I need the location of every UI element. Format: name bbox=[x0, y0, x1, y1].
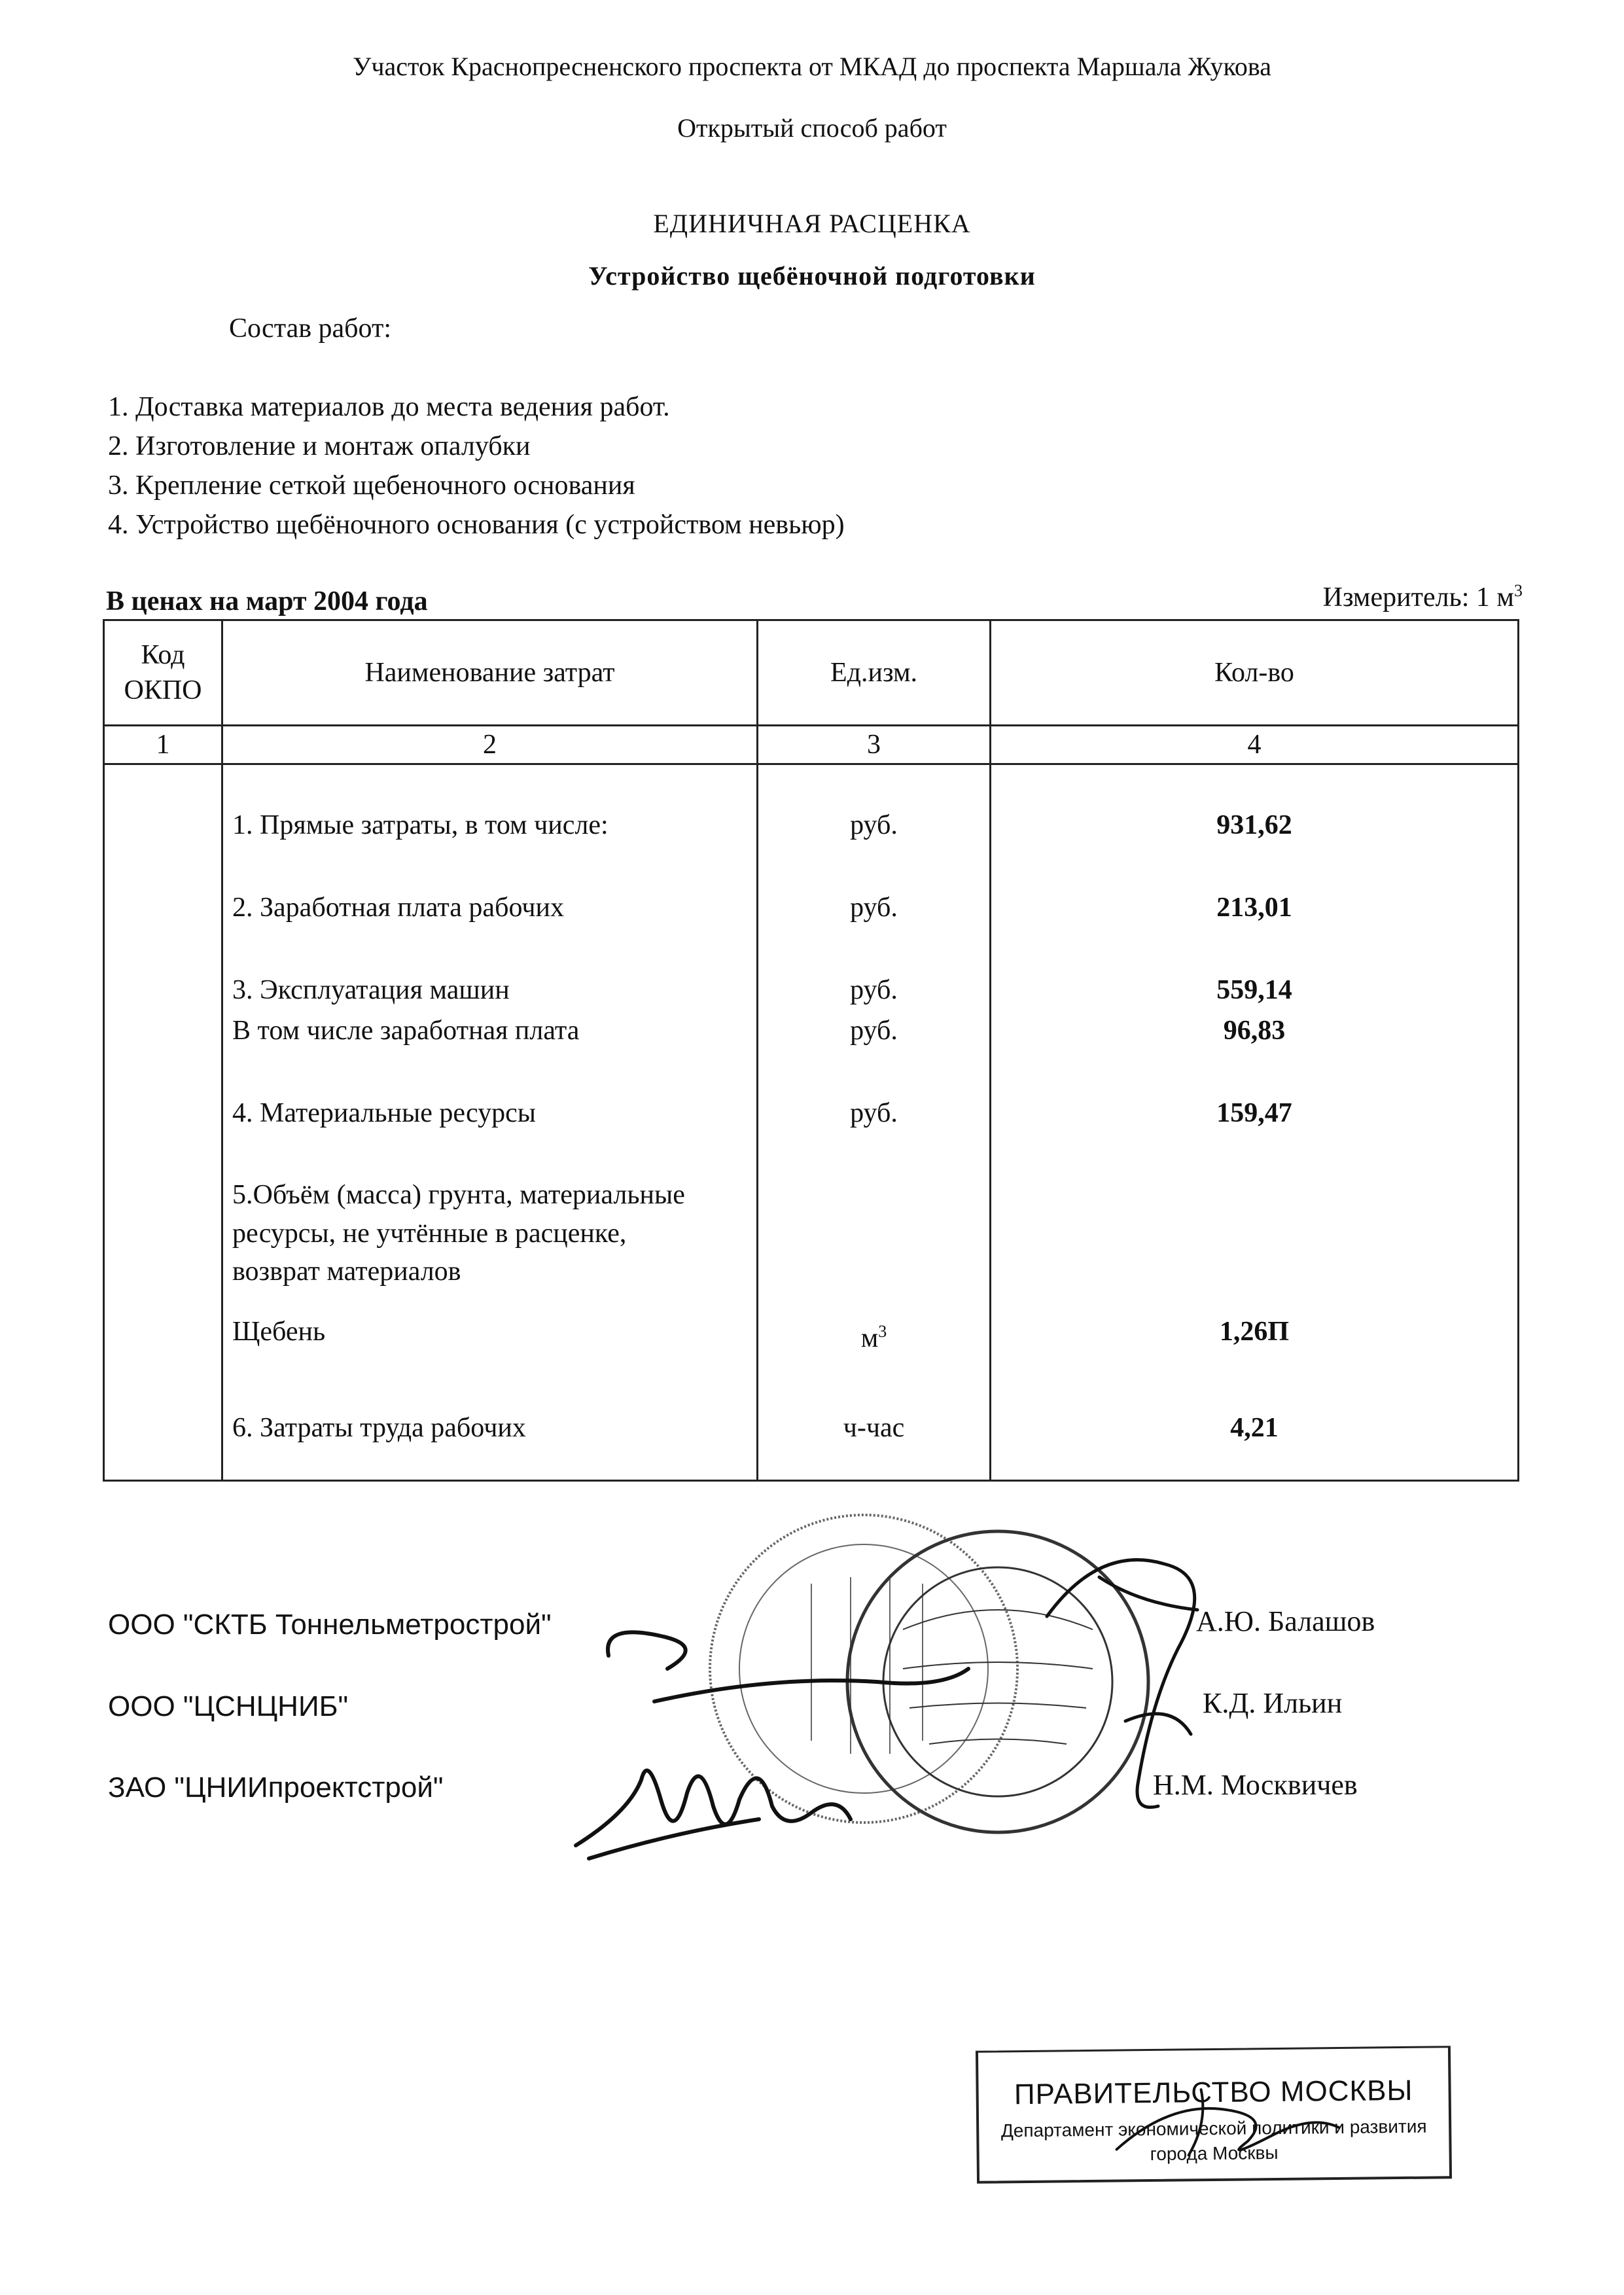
works-item: 4. Устройство щебёночного основания (с устройством невьюр) bbox=[108, 510, 845, 540]
works-item: 3. Крепление сеткой щебеночного основания bbox=[108, 471, 635, 501]
row-unit: ч-час bbox=[843, 1413, 905, 1443]
row-unit: руб. bbox=[850, 893, 898, 923]
row-name: 3. Эксплуатация машин bbox=[232, 975, 510, 1005]
measure-label: Измеритель: 1 м bbox=[1322, 582, 1514, 613]
row-unit bbox=[758, 1313, 989, 1357]
row-unit: руб. bbox=[850, 975, 898, 1005]
row-value: 4,21 bbox=[1230, 1413, 1279, 1443]
gov-stamp-line3: города Москвы bbox=[1150, 2142, 1279, 2165]
header-code-line2: ОКПО bbox=[124, 675, 202, 705]
row-name: Щебень bbox=[232, 1317, 326, 1347]
row-value: 559,14 bbox=[1216, 975, 1292, 1005]
works-item: 2. Изготовление и монтаж опалубки bbox=[108, 431, 531, 461]
unit-cell bbox=[758, 764, 991, 1481]
row-value: 1,26П bbox=[1219, 1317, 1290, 1347]
table-header-row bbox=[104, 620, 1519, 726]
code-cell bbox=[104, 764, 222, 1481]
signatory-org: ЗАО "ЦНИИпроектстрой" bbox=[108, 1771, 444, 1804]
government-stamp bbox=[976, 2046, 1452, 2184]
signatory-org: ООО "СКТБ Тоннельметрострой" bbox=[108, 1609, 552, 1641]
row-name: 4. Материальные ресурсы bbox=[232, 1098, 536, 1128]
row-name: ресурсы, не учтённые в расценке, bbox=[232, 1219, 627, 1249]
header-qty: Кол-во bbox=[991, 620, 1519, 726]
gov-stamp-line1: ПРАВИТЕЛЬСТВО МОСКВЫ bbox=[1014, 2074, 1413, 2111]
header-code bbox=[104, 620, 222, 726]
row-value: 213,01 bbox=[1216, 893, 1292, 923]
signature-scribble-left bbox=[576, 1632, 968, 1859]
rate-table bbox=[103, 619, 1517, 1482]
document-subtitle: Устройство щебёночной подготовки bbox=[588, 261, 1036, 291]
header-name: Наименование затрат bbox=[222, 620, 758, 726]
measure-sup: 3 bbox=[1514, 581, 1523, 600]
name-cell bbox=[222, 764, 758, 1481]
column-number: 3 bbox=[758, 726, 991, 764]
signatory-person: К.Д. Ильин bbox=[1203, 1687, 1343, 1719]
works-list bbox=[108, 387, 845, 544]
stamps-and-signatures bbox=[510, 1505, 1361, 1963]
work-method: Открытый способ работ bbox=[677, 113, 947, 143]
header-unit: Ед.изм. bbox=[758, 620, 991, 726]
row-name: 6. Затраты труда рабочих bbox=[232, 1413, 526, 1443]
row-value: 931,62 bbox=[1216, 810, 1292, 840]
measure-unit bbox=[1323, 581, 1523, 613]
row-unit: руб. bbox=[850, 1098, 898, 1128]
row-unit: руб. bbox=[850, 1016, 898, 1046]
row-unit-base: м bbox=[860, 1323, 879, 1353]
document-title: ЕДИНИЧНАЯ РАСЦЕНКА bbox=[653, 209, 971, 238]
price-basis: В ценах на март 2004 года bbox=[106, 586, 428, 616]
row-name: 5.Объём (масса) грунта, материальные bbox=[232, 1180, 685, 1210]
signatory-person: Н.М. Москвичев bbox=[1153, 1769, 1358, 1801]
column-number-row bbox=[104, 726, 1519, 764]
row-name: 1. Прямые затраты, в том числе: bbox=[232, 810, 609, 840]
signatory-person: А.Ю. Балашов bbox=[1196, 1605, 1375, 1637]
works-item: 1. Доставка материалов до места ведения работ. bbox=[108, 392, 670, 422]
row-unit: руб. bbox=[850, 810, 898, 840]
row-value: 96,83 bbox=[1223, 1016, 1286, 1046]
column-number: 2 bbox=[222, 726, 758, 764]
document-section: Участок Краснопресненского проспекта от МКАД до проспекта Маршала Жукова bbox=[353, 52, 1271, 81]
table-body-row bbox=[104, 764, 1519, 1481]
header-code-line1: Код bbox=[141, 640, 185, 670]
row-name: В том числе заработная плата bbox=[232, 1016, 580, 1046]
gov-signature-scribble bbox=[1076, 2062, 1352, 2169]
column-number: 4 bbox=[991, 726, 1519, 764]
column-number: 1 bbox=[104, 726, 222, 764]
signatory-org: ООО "ЦСНЦНИБ" bbox=[108, 1690, 349, 1722]
composition-label: Состав работ: bbox=[229, 313, 392, 344]
gov-stamp-line2: Департамент экономической политики и развития bbox=[1000, 2116, 1427, 2141]
row-value: 159,47 bbox=[1216, 1098, 1292, 1128]
row-name: возврат материалов bbox=[232, 1256, 461, 1287]
row-name: 2. Заработная плата рабочих bbox=[232, 893, 564, 923]
qty-cell bbox=[991, 764, 1519, 1481]
row-unit-sup: 3 bbox=[878, 1322, 887, 1341]
